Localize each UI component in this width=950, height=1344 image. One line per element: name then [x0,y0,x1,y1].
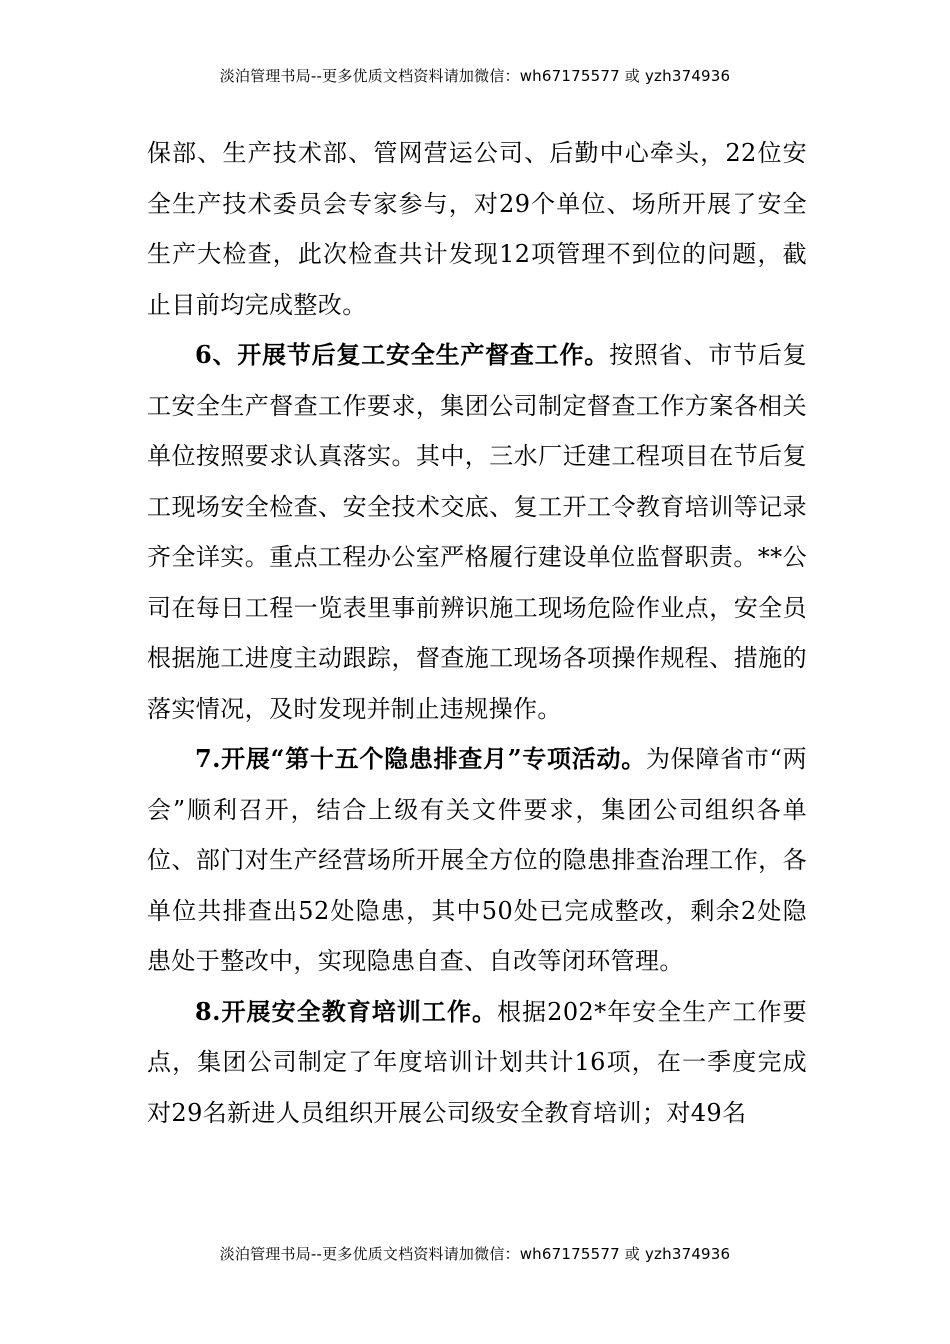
paragraph-body: 为保障省市“两会”顺利召开，结合上级有关文件要求，集团公司组织各单位、部门对生产经营场所开展全方位的隐患排查治理工作，各单位共排查出52处隐患，其中50处已完成整改，剩余2处隐患处于整改中，实现隐患自查、自改等闭环管理。 [147,745,807,975]
paragraph-item-8 [147,987,807,1139]
paragraph-heading: 8.开展安全教育培训工作。 [195,996,498,1026]
page-footer: 淡泊管理书局--更多优质文档资料请加微信：wh67175577 或 yzh374936 [219,1245,731,1263]
document-body [147,128,807,1138]
paragraph-item-6 [147,330,807,734]
paragraph-item-7 [147,734,807,987]
paragraph-body: 根据202*年安全生产工作要点，集团公司制定了年度培训计划共计16项，在一季度完成对29名新进人员组织开展公司级安全教育培训；对49名 [147,997,807,1127]
paragraph-body: 按照省、市节后复工安全生产督查工作要求，集团公司制定督查工作方案各相关单位按照要求认真落实。其中，三水厂迁建工程项目在节后复工现场安全检查、安全技术交底、复工开工令教育培训等记录齐全详实。重点工程办公室严格履行建设单位监督职责。**公司在每日工程一览表里事前辨识施工现场危险作业点，安全员根据施工进度主动跟踪，督查施工现场各项操作规程、措施的落实情况，及时发现并制止违规操作。 [147,341,808,723]
paragraph-continuation [147,128,807,330]
paragraph-heading: 7.开展“第十五个隐患排查月”专项活动。 [195,744,646,773]
paragraph-body: 保部、生产技术部、管网营运公司、后勤中心牵头，22位安全生产技术委员会专家参与，对29个单位、场所开展了安全生产大检查，此次检查共计发现12项管理不到位的问题，截止目前均完成整改。 [147,139,807,319]
paragraph-heading: 6、开展节后复工安全生产督查工作。 [195,340,610,369]
page-header: 淡泊管理书局--更多优质文档资料请加微信：wh67175577 或 yzh374936 [219,67,731,85]
